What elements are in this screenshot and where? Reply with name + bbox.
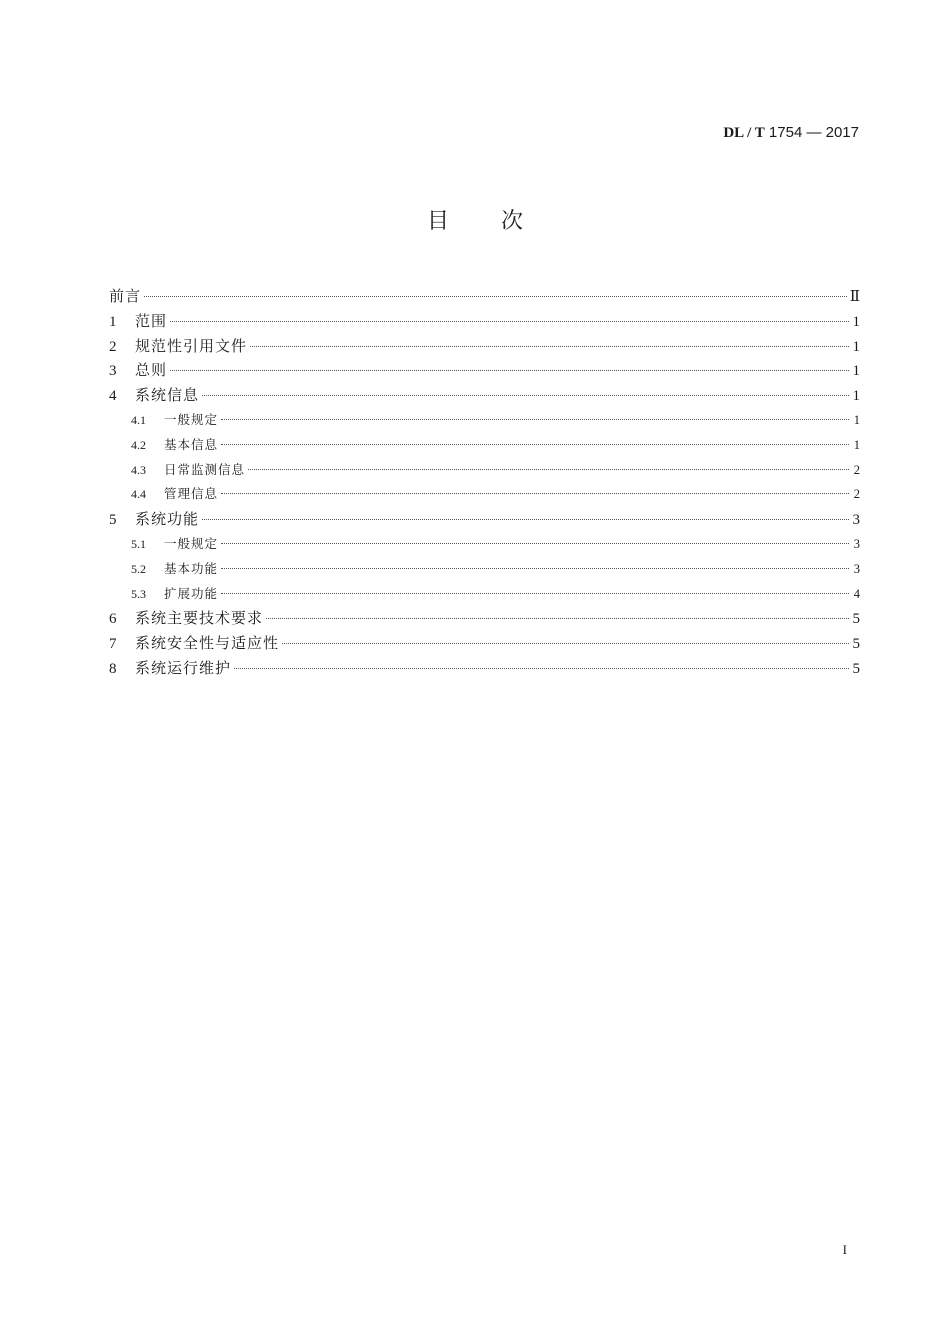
dot-leader bbox=[170, 321, 849, 322]
toc-entry-page: 4 bbox=[853, 586, 860, 601]
toc-entry[interactable] bbox=[109, 631, 860, 656]
title-char-1: 目 bbox=[426, 209, 449, 234]
toc-entry-label: 基本功能 bbox=[164, 560, 219, 576]
toc-entry-number: 5.3 bbox=[131, 586, 146, 601]
toc-entry-label: 系统安全性与适应性 bbox=[135, 634, 280, 653]
toc-entry-page: 1 bbox=[853, 412, 860, 427]
toc-entry-page: 1 bbox=[853, 437, 860, 452]
toc-entry-label: 基本信息 bbox=[164, 436, 219, 452]
dot-leader bbox=[221, 543, 849, 544]
toc-entry[interactable] bbox=[109, 532, 860, 557]
toc-entry[interactable] bbox=[109, 656, 860, 681]
toc-entry[interactable] bbox=[109, 507, 860, 532]
dot-leader bbox=[221, 444, 849, 445]
toc-entry-number: 4.3 bbox=[131, 462, 146, 477]
toc-entry-page: 3 bbox=[853, 561, 860, 576]
dot-leader bbox=[221, 419, 849, 420]
toc-entry-page: 3 bbox=[852, 512, 860, 529]
toc-entry[interactable] bbox=[109, 458, 860, 483]
toc-entry[interactable] bbox=[109, 334, 860, 359]
toc-entry-page: 5 bbox=[852, 611, 860, 628]
toc-entry-number: 1 bbox=[109, 313, 117, 330]
table-of-contents bbox=[109, 284, 860, 681]
toc-entry-number: 5.2 bbox=[131, 561, 146, 576]
toc-entry-label: 扩展功能 bbox=[164, 585, 219, 601]
dot-leader bbox=[282, 643, 849, 644]
toc-entry-number: 5.1 bbox=[131, 536, 146, 551]
toc-entry-number: 4 bbox=[109, 388, 117, 405]
toc-entry-page: 5 bbox=[852, 660, 860, 677]
dot-leader bbox=[202, 395, 849, 396]
toc-entry-page: Ⅱ bbox=[849, 289, 860, 305]
page-number: I bbox=[842, 1242, 847, 1257]
standard-code bbox=[723, 124, 859, 142]
toc-entry[interactable] bbox=[109, 358, 860, 383]
dot-leader bbox=[170, 370, 849, 371]
toc-entry-page: 2 bbox=[853, 462, 860, 477]
standard-number: 1754 — 2017 bbox=[768, 124, 859, 141]
toc-entry[interactable] bbox=[109, 482, 860, 507]
standard-prefix: DL / T bbox=[723, 125, 765, 141]
dot-leader bbox=[202, 519, 849, 520]
toc-entry-label: 一般规定 bbox=[164, 535, 219, 551]
title-char-2: 次 bbox=[501, 209, 524, 234]
toc-entry-label: 系统功能 bbox=[135, 510, 200, 529]
toc-entry-page: 1 bbox=[852, 388, 860, 405]
dot-leader bbox=[221, 593, 849, 594]
toc-entry[interactable] bbox=[109, 606, 860, 631]
toc-entry-number: 2 bbox=[109, 338, 117, 355]
dot-leader bbox=[221, 493, 849, 494]
toc-entry-number: 4.2 bbox=[131, 437, 146, 452]
toc-entry-number: 4.1 bbox=[131, 412, 146, 427]
toc-entry-number: 7 bbox=[109, 636, 117, 653]
toc-entry-number: 4.4 bbox=[131, 487, 146, 502]
toc-entry-label: 日常监测信息 bbox=[164, 461, 246, 477]
toc-entry-label: 系统运行维护 bbox=[135, 658, 232, 677]
dot-leader bbox=[234, 668, 849, 669]
toc-entry-number: 3 bbox=[109, 363, 117, 380]
toc-entry[interactable] bbox=[109, 582, 860, 607]
toc-entry-page: 1 bbox=[852, 338, 860, 355]
toc-entry-label: 前言 bbox=[109, 287, 142, 305]
toc-entry-label: 一般规定 bbox=[164, 411, 219, 427]
toc-entry-page: 1 bbox=[852, 363, 860, 380]
toc-entry[interactable] bbox=[109, 433, 860, 458]
dot-leader bbox=[144, 296, 847, 297]
toc-entry-label: 范围 bbox=[135, 311, 168, 330]
toc-entry-page: 2 bbox=[853, 487, 860, 502]
toc-entry-label: 系统信息 bbox=[135, 386, 200, 405]
dot-leader bbox=[221, 568, 849, 569]
dot-leader bbox=[248, 469, 849, 470]
toc-entry-number: 6 bbox=[109, 611, 117, 628]
toc-entry-label: 总则 bbox=[135, 361, 168, 380]
dot-leader bbox=[250, 346, 849, 347]
toc-entry-page: 5 bbox=[852, 636, 860, 653]
toc-entry[interactable] bbox=[109, 557, 860, 582]
toc-entry-label: 管理信息 bbox=[164, 486, 219, 502]
toc-entry-number: 5 bbox=[109, 512, 117, 529]
toc-entry[interactable] bbox=[109, 383, 860, 408]
page-title bbox=[0, 204, 950, 235]
dot-leader bbox=[266, 618, 849, 619]
toc-entry-label: 系统主要技术要求 bbox=[135, 609, 264, 628]
toc-entry[interactable] bbox=[109, 408, 860, 433]
toc-entry-page: 1 bbox=[852, 313, 860, 330]
toc-entry-page: 3 bbox=[853, 536, 860, 551]
toc-entry[interactable] bbox=[109, 284, 860, 309]
toc-entry-number: 8 bbox=[109, 660, 117, 677]
toc-entry[interactable] bbox=[109, 309, 860, 334]
toc-entry-label: 规范性引用文件 bbox=[135, 336, 248, 355]
